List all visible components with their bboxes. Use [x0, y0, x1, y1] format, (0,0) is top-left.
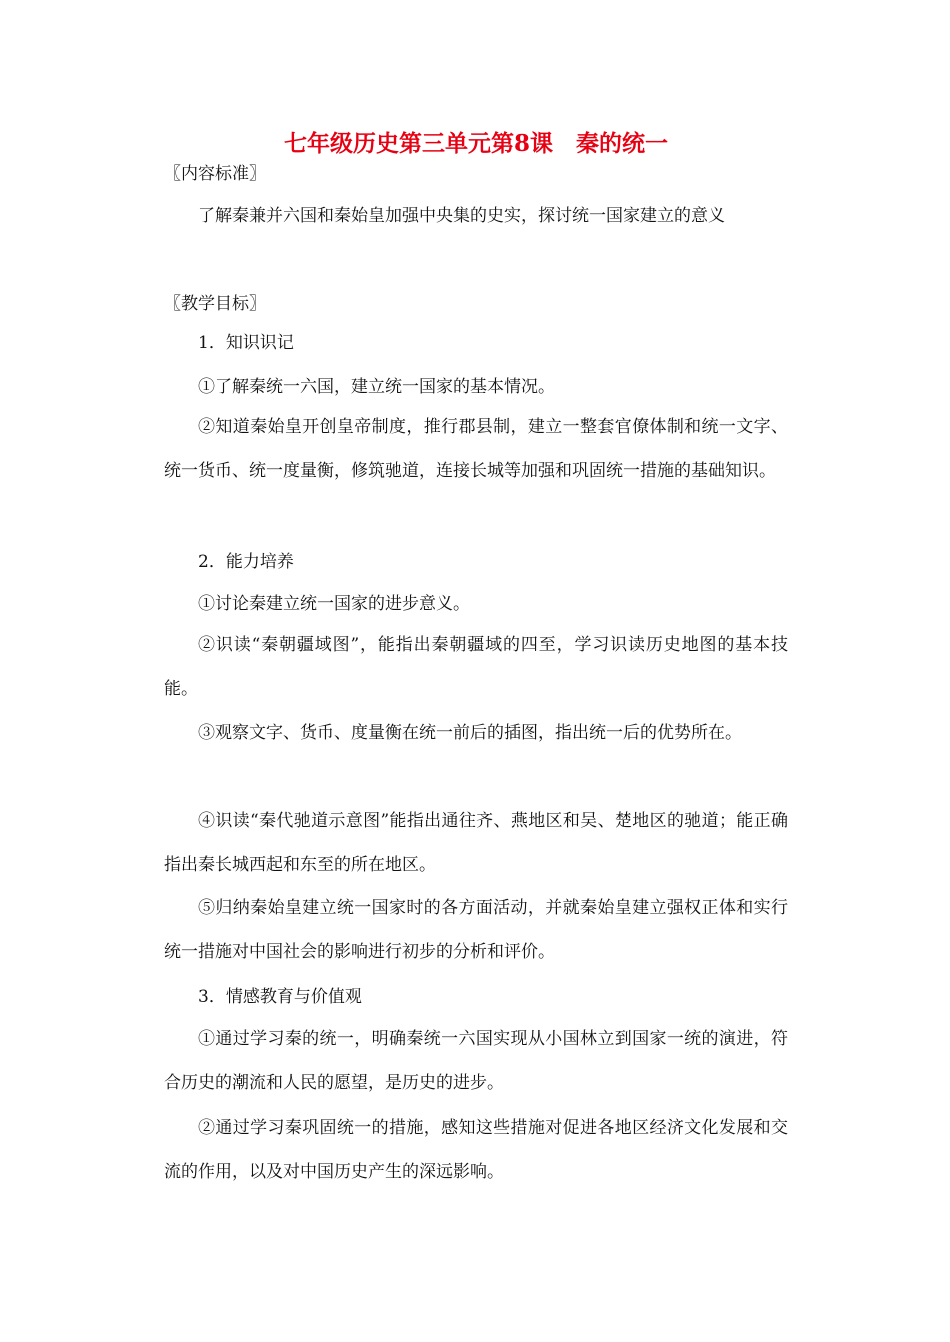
section-1-item-2: ②知道秦始皇开创皇帝制度，推行郡县制，建立一整套官僚体制和统一文字、统一货币、统一度量衡，修筑驰道，连接长城等加强和巩固统一措施的基础知识。 — [164, 417, 788, 481]
section-2-item-2: ②识读“秦朝疆域图”，能指出秦朝疆域的四至，学习识读历史地图的基本技能。 — [164, 635, 788, 699]
section-2-item-4: ④识读“秦代驰道示意图”能指出通往齐、燕地区和吴、楚地区的驰道；能正确指出秦长城西起和东至的所在地区。 — [164, 811, 788, 875]
section-2-item-5: ⑤归纳秦始皇建立统一国家时的各方面活动，并就秦始皇建立强权正体和实行统一措施对中国社会的影响进行初步的分析和评价。 — [164, 898, 788, 962]
content-standard-text: 了解秦兼并六国和秦始皇加强中央集的史实，探讨统一国家建立的意义 — [198, 206, 725, 226]
section-1-item-1: ①了解秦统一六国，建立统一国家的基本情况。 — [198, 377, 555, 397]
section-2-heading: 2．能力培养 — [198, 552, 294, 572]
section-3-item-2: ②通过学习秦巩固统一的措施，感知这些措施对促进各地区经济文化发展和交流的作用，以及对中国历史产生的深远影响。 — [164, 1118, 788, 1182]
section-1-heading: 1．知识识记 — [198, 333, 294, 353]
document-title: 七年级历史第三单元第8课 秦的统一 — [283, 130, 668, 157]
objectives-label: 〖教学目标〗 — [164, 294, 266, 314]
section-3-item-1: ①通过学习秦的统一，明确秦统一六国实现从小国林立到国家一统的演进，符合历史的潮流和人民的愿望，是历史的进步。 — [164, 1029, 788, 1093]
section-3-heading: 3．情感教育与价值观 — [198, 987, 362, 1007]
section-2-item-1: ①讨论秦建立统一国家的进步意义。 — [198, 594, 470, 614]
content-standard-label: 〖内容标准〗 — [164, 164, 266, 184]
section-2-item-3: ③观察文字、货币、度量衡在统一前后的插图，指出统一后的优势所在。 — [198, 723, 742, 743]
